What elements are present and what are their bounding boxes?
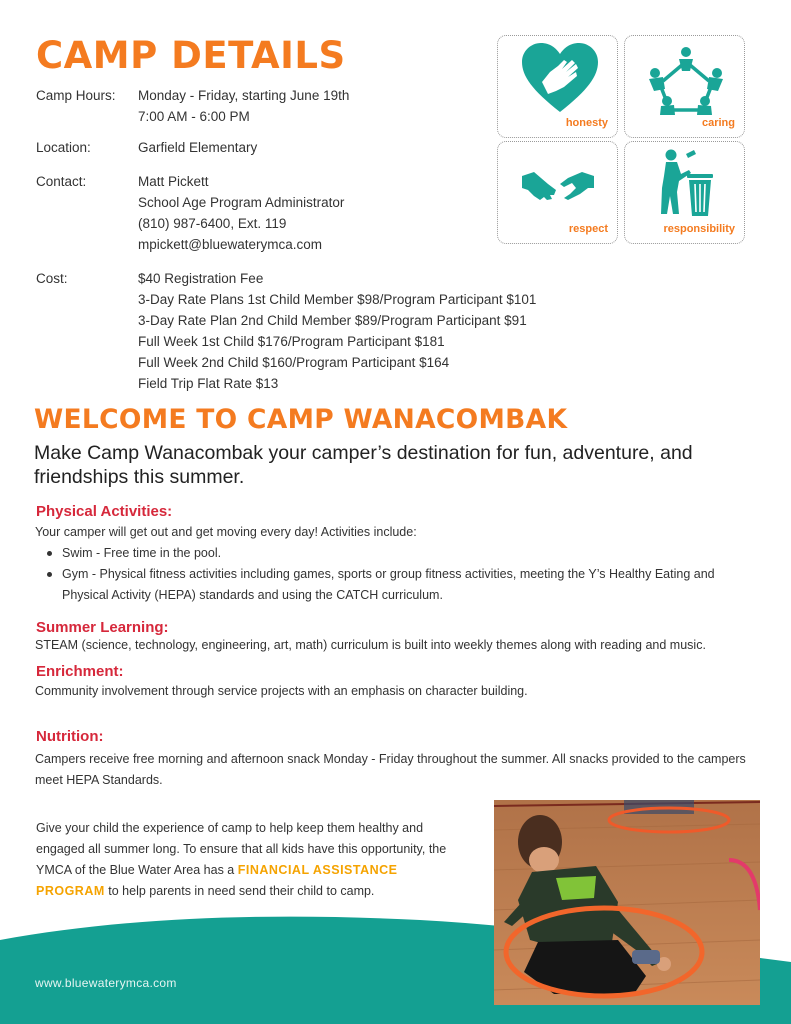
list-item: Swim - Free time in the pool.: [46, 543, 746, 564]
cost-line: Full Week 2nd Child $160/Program Participant $164: [138, 355, 450, 370]
contact-row: [36, 171, 476, 255]
value-card-caring: [624, 35, 745, 138]
financial-assistance-link[interactable]: FINANCIAL ASSISTANCE PROGRAM: [36, 863, 398, 898]
enrichment-heading: Enrichment:: [36, 663, 124, 680]
cost-value: [138, 268, 536, 394]
summer-learning-heading: Summer Learning:: [36, 619, 169, 636]
camp-hours-line: Monday - Friday, starting June 19th: [138, 88, 350, 103]
physical-activities-heading: Physical Activities:: [36, 503, 173, 520]
handshake-icon: [520, 168, 596, 208]
trash-disposal-icon: [655, 148, 715, 218]
financial-text-after: to help parents in need send their child to camp.: [108, 884, 375, 898]
welcome-intro: Make Camp Wanacombak your camper’s destination for fun, adventure, and friendships this summer.: [34, 442, 693, 488]
contact-value: [138, 171, 344, 255]
camp-hours-row: [36, 85, 476, 127]
contact-name: Matt Pickett: [138, 174, 209, 189]
list-item: Gym - Physical fitness activities including games, sports or group fitness activities, meeting the Y’s Healthy Eating and Physical Activity (HEPA) standards and using the CATCH curriculum.: [46, 564, 746, 606]
location-text: Garfield Elementary: [138, 140, 258, 155]
contact-phone[interactable]: (810) 987-6400, Ext. 119: [138, 216, 287, 231]
cost-label: Cost:: [36, 271, 68, 286]
cost-line: $40 Registration Fee: [138, 271, 264, 286]
welcome-title: WELCOME TO CAMP WANACOMBAK: [34, 404, 568, 435]
enrichment-text: Community involvement through service projects with an emphasis on character building.: [35, 684, 528, 698]
cost-line: 3-Day Rate Plan 2nd Child Member $89/Program Participant $91: [138, 313, 527, 328]
location-label: Location:: [36, 140, 91, 155]
cost-line: Field Trip Flat Rate $13: [138, 376, 279, 391]
location-value: [138, 137, 257, 158]
camper-hula-hoop-photo: [494, 800, 760, 1005]
location-row: [36, 137, 476, 158]
value-label-respect: respect: [568, 223, 608, 235]
core-values-grid: [497, 35, 746, 244]
value-card-respect: [497, 141, 618, 244]
value-card-responsibility: [624, 141, 745, 244]
activities-list: [46, 543, 746, 606]
value-card-honesty: [497, 35, 618, 138]
camp-hours-label: Camp Hours:: [36, 88, 116, 103]
physical-activities-intro: Your camper will get out and get moving every day! Activities include:: [35, 525, 417, 539]
footer-website-link[interactable]: www.bluewaterymca.com: [35, 976, 177, 990]
camp-details-title: CAMP DETAILS: [36, 34, 346, 77]
contact-label: Contact:: [36, 174, 87, 189]
financial-assistance-paragraph: [36, 818, 466, 902]
nutrition-text: Campers receive free morning and afternoon snack Monday - Friday throughout the summer. All snacks provided to the campers meet HEPA Standards.: [35, 752, 746, 787]
contact-role: School Age Program Administrator: [138, 195, 345, 210]
value-label-responsibility: responsibility: [663, 223, 735, 235]
camp-hours-value: [138, 85, 349, 127]
photo-illustration: [494, 800, 760, 1005]
nutrition-heading: Nutrition:: [36, 728, 104, 745]
cost-line: Full Week 1st Child $176/Program Participant $181: [138, 334, 445, 349]
summer-learning-text: STEAM (science, technology, engineering, art, math) curriculum is built into weekly themes along with reading and music.: [35, 638, 706, 652]
financial-text-before: Give your child the experience of camp to help keep them healthy and engaged all summer long. To ensure that all kids have this opportunity, the YMCA of the Blue Water Area has a: [36, 821, 447, 877]
camp-hours-line: 7:00 AM - 6:00 PM: [138, 109, 250, 124]
value-label-caring: caring: [701, 117, 735, 129]
cost-row: [36, 268, 656, 394]
cost-line: 3-Day Rate Plans 1st Child Member $98/Program Participant $101: [138, 292, 537, 307]
value-label-honesty: honesty: [565, 117, 608, 129]
people-circle-icon: [646, 43, 726, 115]
heart-hand-icon: [520, 42, 600, 114]
contact-email[interactable]: mpickett@bluewaterymca.com: [138, 237, 323, 252]
